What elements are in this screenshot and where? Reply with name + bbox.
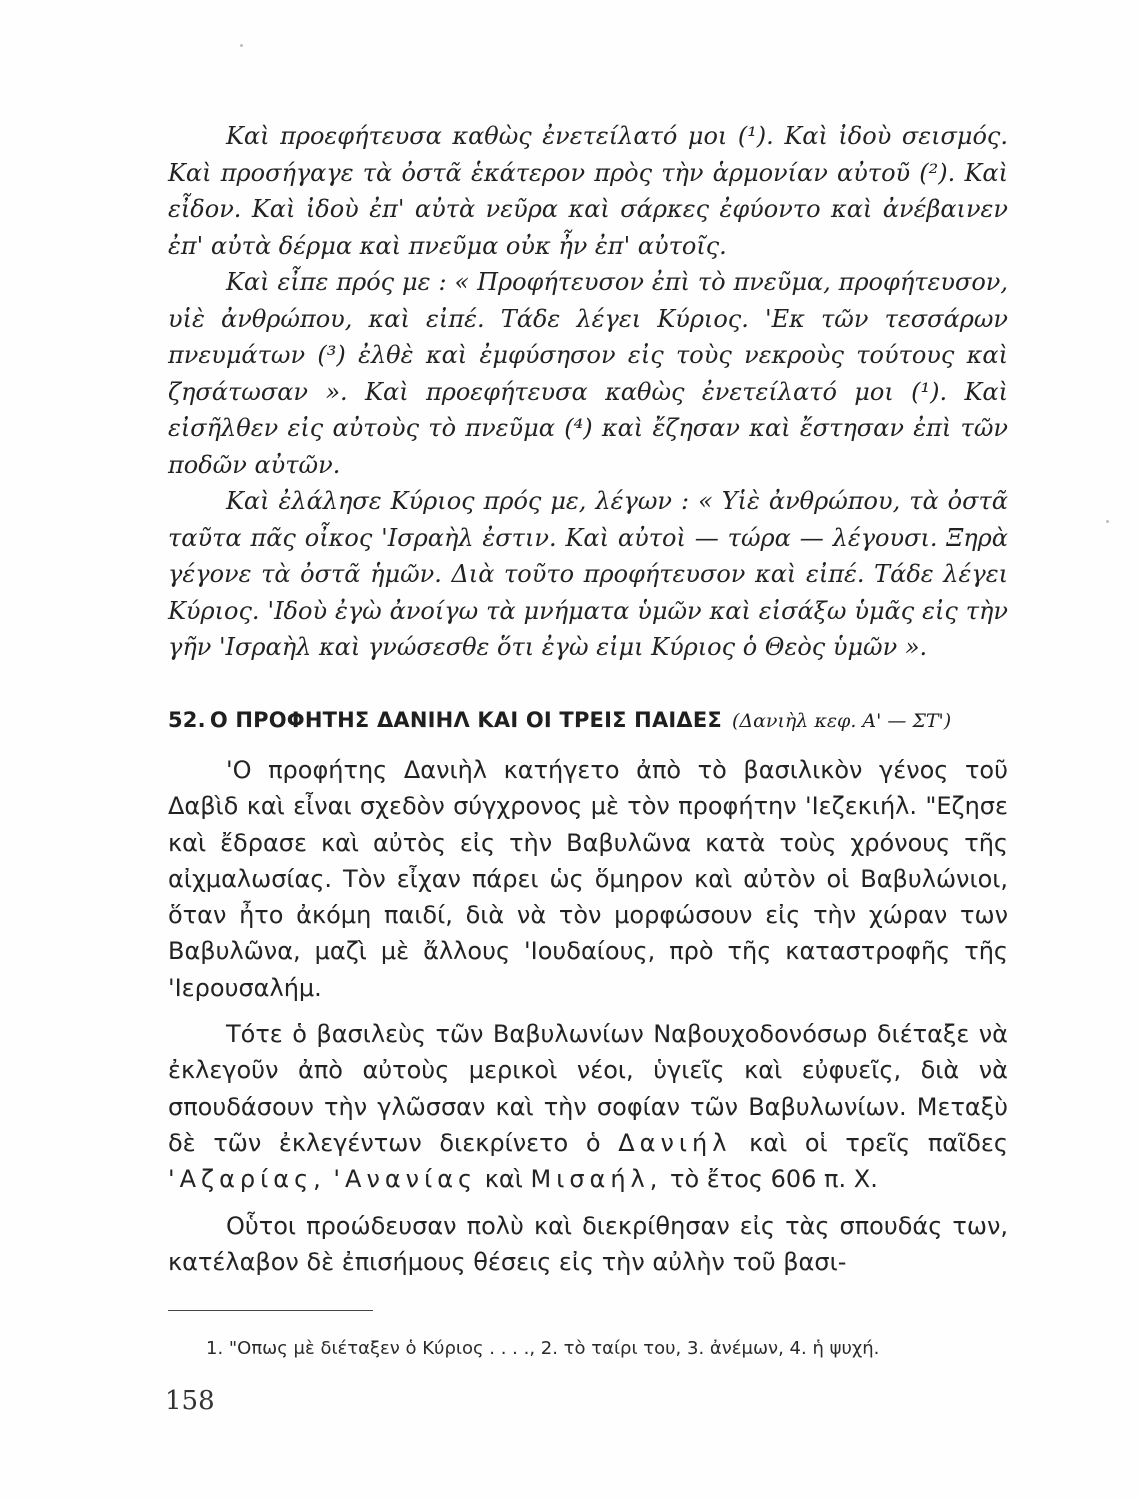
scan-speck-top [240, 44, 243, 47]
narrative-text-segment: καὶ οἱ τρεῖς παῖδες [749, 1128, 1008, 1157]
section-number: 52. [168, 708, 206, 732]
name-misael: Μισαήλ, [530, 1165, 663, 1194]
scripture-quote [168, 118, 1008, 666]
narrative-paragraph: Οὗτοι προώδευσαν πολὺ καὶ διεκρίθησαν εἰς τὰς σπουδάς των, κατέλαβον δὲ ἐπισήμους θέσεις εἰς τὴν αὐλὴν τοῦ βασι- [168, 1211, 1008, 1276]
narrative-text [168, 752, 1008, 1290]
footnote-divider [168, 1310, 373, 1311]
narrative-text-segment: τὸ ἔτος 606 π. Χ. [670, 1165, 878, 1194]
page-number: 158 [165, 1386, 215, 1416]
narrative-paragraph: 'Ο προφήτης Δανιὴλ κατήγετο ἀπὸ τὸ βασιλικὸν γένος τοῦ Δαβὶδ καὶ εἶναι σχεδὸν σύγχρονος μὲ τὸν προφήτην 'Ιεζεκιήλ. "Εζησε καὶ ἔδρασε καὶ αὐτὸς εἰς τὴν Βαβυλῶνα κατὰ τοὺς χρόνους τῆς αἰχμαλωσίας. Τὸν εἶχαν πάρει ὡς ὅμηρον καὶ αὐτὸν οἱ Βαβυλώνιοι, ὅταν ἦτο ἀκόμη παιδί, διὰ νὰ τὸν μορφώσουν εἰς τὴν χώραν των Βαβυλῶνα, μαζὶ μὲ ἄλλους 'Ιουδαίους, πρὸ τῆς καταστροφῆς τῆς 'Ιερουσαλήμ. [168, 756, 1008, 1002]
section-heading [168, 708, 1018, 732]
name-daniel: Δανιήλ [618, 1128, 732, 1157]
scripture-paragraph: Καὶ ἐλάλησε Κύριος πρός με, λέγων : « Υἱὲ ἀνθρώπου, τὰ ὀστᾶ ταῦτα πᾶς οἶκος 'Ισραὴλ ἐστιν. Καὶ αὐτοὶ — τώρα — λέγουσι. Ξηρὰ γέγονε τὰ ὀστᾶ ἡμῶν. Διὰ τοῦτο προφήτευσον καὶ εἰπέ. Τάδε λέγει Κύριος. 'Ιδοὺ ἐγὼ ἀνοίγω τὰ μνήματα ὑμῶν καὶ εἰσάξω ὑμᾶς εἰς τὴν γῆν 'Ισραὴλ καὶ γνώσεσθε ὅτι ἐγὼ εἰμι Κύριος ὁ Θεὸς ὑμῶν ». [168, 487, 1008, 661]
scripture-paragraph: Καὶ προεφήτευσα καθὼς ἐνετείλατό μοι (¹). Καὶ ἰδοὺ σεισμός. Καὶ προσήγαγε τὰ ὀστᾶ ἑκάτερον πρὸς τὴν ἁρμονίαν αὐτοῦ (²). Καὶ εἶδον. Καὶ ἰδοὺ ἐπ' αὐτὰ νεῦρα καὶ σάρκες ἐφύοντο καὶ ἀνέβαινεν ἐπ' αὐτὰ δέρμα καὶ πνεῦμα οὐκ ἦν ἐπ' αὐτοῖς. [168, 122, 1008, 260]
name-ananias: 'Ανανίας [333, 1165, 478, 1194]
scripture-paragraph: Καὶ εἶπε πρός με : « Προφήτευσον ἐπὶ τὸ πνεῦμα, προφήτευσον, υἱὲ ἀνθρώπου, καὶ εἰπέ. Τάδε λέγει Κύριος. 'Εκ τῶν τεσσάρων πνευμάτων (³) ἐλθὲ καὶ ἐμφύσησον εἰς τοὺς νεκροὺς τούτους καὶ ζησάτωσαν ». Καὶ προεφήτευσα καθὼς ἐνετείλατό μοι (¹). Καὶ εἰσῆλθεν εἰς αὐτοὺς τὸ πνεῦμα (⁴) καὶ ἔζησαν καὶ ἔστησαν ἐπὶ τῶν ποδῶν αὐτῶν. [168, 268, 1008, 479]
scan-speck-right [1106, 520, 1109, 523]
narrative-text-segment: καὶ [484, 1165, 523, 1194]
section-title: Ο ΠΡΟΦΗΤΗΣ ΔΑΝΙΗΛ ΚΑΙ ΟΙ ΤΡΕΙΣ ΠΑΙΔΕΣ [209, 708, 722, 732]
footnotes: 1. "Οπως μὲ διέταξεν ὁ Κύριος . . . ., 2. τὸ ταίρι του, 3. ἀνέμων, 4. ἡ ψυχή. [206, 1338, 880, 1359]
narrative-paragraph [168, 1016, 1008, 1197]
section-reference: (Δανιὴλ κεφ. Α' — ΣΤ') [731, 710, 952, 732]
name-azarias: 'Αζαρίας, [168, 1165, 326, 1194]
narrative-text-segment: Τότε ὁ βασιλεὺς τῶν Βαβυλωνίων Ναβουχοδονόσωρ διέταξε νὰ ἐκλεγοῦν ἀπὸ αὐτοὺς μερικοὶ νέοι, ὑγιεῖς καὶ εὐφυεῖς, διὰ νὰ σπουδάσουν τὴν γλῶσσαν καὶ τὴν σοφίαν τῶν Βαβυλωνίων. Μεταξὺ δὲ τῶν ἐκλεγέντων διεκρίνετο ὁ [168, 1020, 1008, 1157]
